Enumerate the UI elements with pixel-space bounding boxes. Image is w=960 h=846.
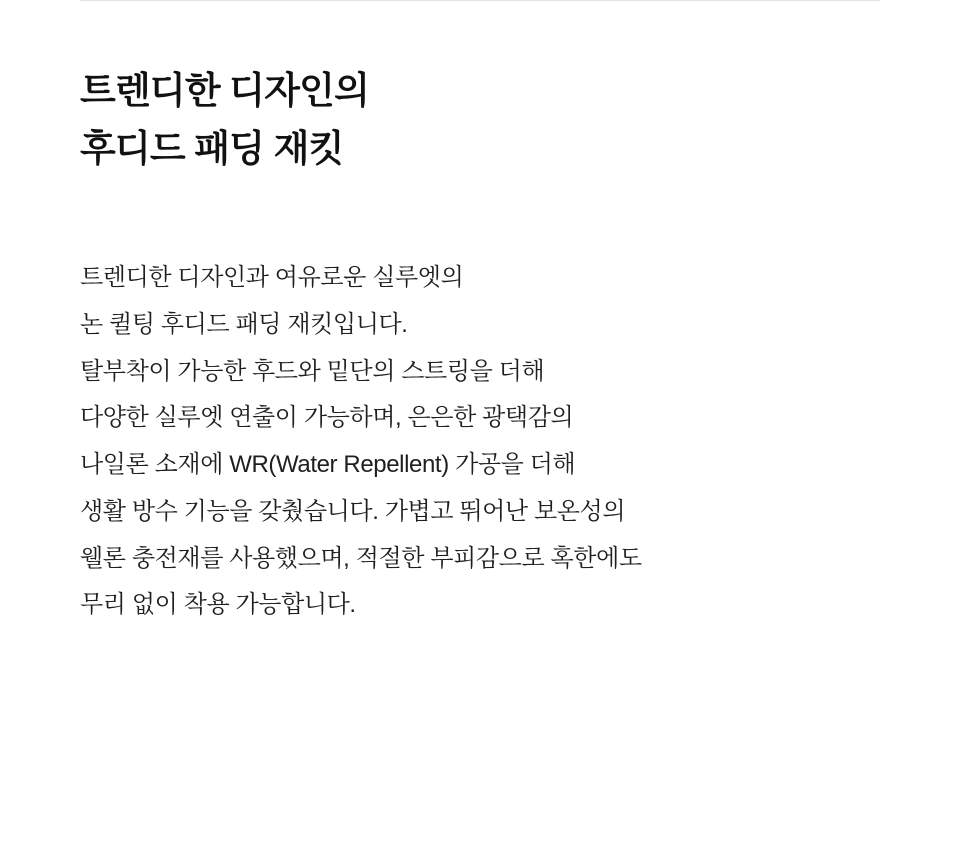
- description-line-8: 무리 없이 착용 가능합니다.: [80, 591, 356, 619]
- top-divider: [80, 0, 880, 1]
- description-line-7: 웰론 충전재를 사용했으며, 적절한 부피감으로 혹한에도: [80, 544, 642, 572]
- description-line-1: 트렌디한 디자인과 여유로운 실루엣의: [80, 263, 464, 291]
- content-container: [80, 62, 880, 629]
- description-line-2: 논 퀼팅 후디드 패딩 재킷입니다.: [80, 310, 408, 338]
- page-title-line-1: 트렌디한 디자인의: [80, 70, 370, 111]
- description-line-5: 나일론 소재에 WR(Water Repellent) 가공을 더해: [80, 451, 576, 479]
- description-line-6: 생활 방수 기능을 갖췄습니다. 가볍고 뛰어난 보온성의: [80, 497, 626, 525]
- product-description-text: [80, 255, 880, 629]
- page-title-line-2: 후디드 패딩 재킷: [80, 128, 344, 170]
- description-line-3: 탈부착이 가능한 후드와 밑단의 스트링을 더해: [80, 357, 545, 385]
- description-line-4: 다양한 실루엣 연출이 가능하며, 은은한 광택감의: [80, 404, 574, 432]
- page-title: [80, 62, 880, 179]
